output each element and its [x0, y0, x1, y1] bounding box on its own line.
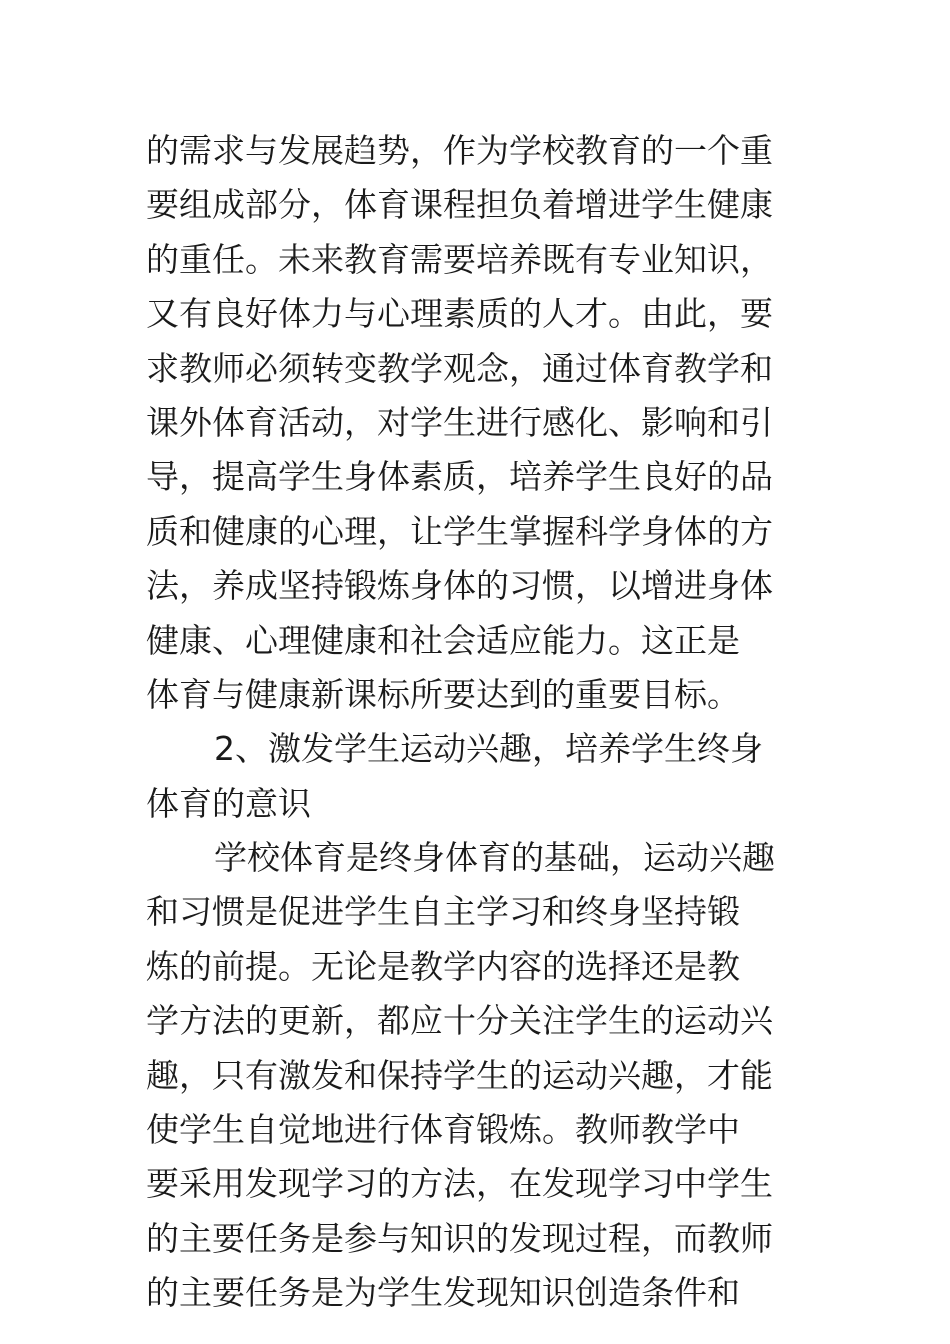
text-line: 要采用发现学习的方法，在发现学习中学生 — [146, 1164, 773, 1204]
text-line: 的重任。未来教育需要培养既有专业知识， — [146, 239, 773, 279]
text-line: 趣，只有激发和保持学生的运动兴趣，才能 — [146, 1055, 773, 1095]
text-line: 又有良好体力与心理素质的人才。由此，要 — [146, 294, 773, 334]
text-line: 炼的前提。无论是教学内容的选择还是教 — [146, 946, 740, 986]
text-line: 体育与健康新课标所要达到的重要目标。 — [146, 674, 740, 714]
text-line: 要组成部分，体育课程担负着增进学生健康 — [146, 185, 773, 225]
text-line: 质和健康的心理，让学生掌握科学身体的方 — [146, 511, 773, 551]
text-line: 使学生自觉地进行体育锻炼。教师教学中 — [146, 1110, 740, 1150]
text-line: 学校体育是终身体育的基础，运动兴趣 — [214, 838, 775, 878]
section-heading: 2、激发学生运动兴趣，培养学生终身 — [214, 729, 763, 769]
text-line: 的主要任务是参与知识的发现过程，而教师 — [146, 1218, 773, 1258]
text-line: 法，养成坚持锻炼身体的习惯，以增进身体 — [146, 566, 773, 606]
text-line: 的需求与发展趋势，作为学校教育的一个重 — [146, 131, 773, 170]
text-line: 学方法的更新，都应十分关注学生的运动兴 — [146, 1001, 773, 1041]
text-line: 健康、心理健康和社会适应能力。这正是 — [146, 620, 740, 660]
text-line: 导，提高学生身体素质，培养学生良好的品 — [146, 457, 773, 497]
body-text — [146, 124, 806, 1321]
text-line: 和习惯是促进学生自主学习和终身坚持锻 — [146, 892, 740, 932]
text-line: 课外体育活动，对学生进行感化、影响和引 — [146, 402, 773, 442]
section-heading-continued: 体育的意识 — [146, 783, 311, 823]
text-line: 求教师必须转变教学观念，通过体育教学和 — [146, 348, 773, 388]
text-line: 的主要任务是为学生发现知识创造条件和 — [146, 1273, 740, 1313]
